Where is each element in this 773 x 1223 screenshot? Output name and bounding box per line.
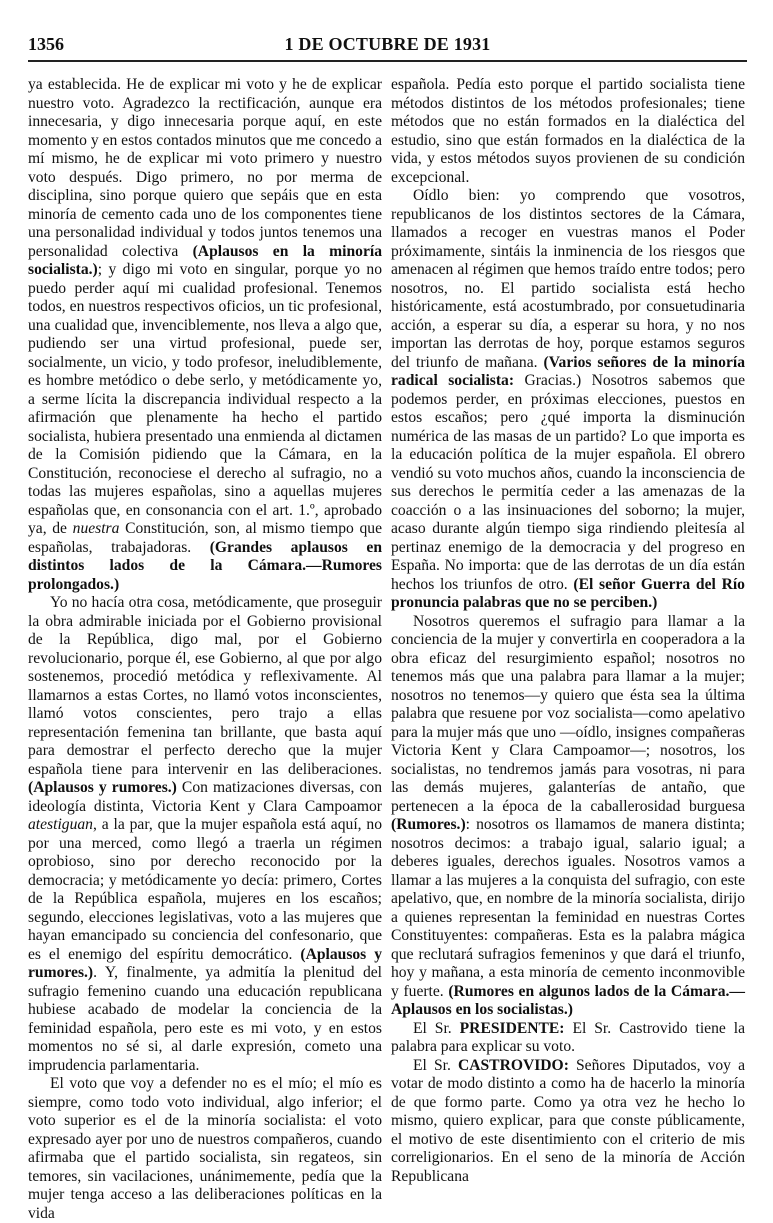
body-text: Oídlo bien: yo comprendo que vosotros, republicanos de los distintos sectores de la Cámara, llamados a recoger en vuestras manos el Poder próximamente, sintáis la inminencia de los riesgos que amenacen al régimen que hemos traído entre todos; pero nosotros, no. El partido socialista está hecho históricamente, está acostumbrado, por consuetudinaria acción, a esperar su día, a esperar su hora, y no nos importan las derrotas de hoy, porque estamos seguros del triunfo de mañana.: [391, 187, 745, 371]
paragraph: [391, 76, 745, 187]
bold-text: (Aplausos y rumores.): [28, 779, 177, 796]
body-text: Con matizaciones diversas, con ideología distinta, Victoria Kent y Clara Campoamor: [28, 779, 382, 815]
body-text: El Sr. Castrovido tiene la palabra para explicar su voto.: [391, 1019, 745, 1055]
bold-text: CASTROVIDO:: [457, 1056, 569, 1074]
body-text: Señores Diputados, voy a votar de modo distinto a como ha de hacerlo la minoría de que formo parte. Como ya otra vez he hecho lo mismo, quiero explicar, para que conste públicamente, el motivo de este disentimiento con el criterio de mis correligionarios. En el seno de la minoría de Acción Republicana: [391, 1056, 746, 1185]
paragraph: [391, 187, 745, 613]
body-text: El voto que voy a defender no es el mío; el mío es siempre, como todo voto individual, algo inferior; el voto superior es el de la minoría socialista: el voto expresado ayer por uno de nuestros compañeros, cuando afirmaba que el partido socialista, sin regateos, sin temores, sin vacilaciones, unánimemente, pedía que la mujer tenga acceso a las deliberaciones políticas en la vida: [28, 1075, 382, 1222]
page-header: [28, 22, 747, 62]
body-text: Nosotros queremos el sufragio para llamar a la conciencia de la mujer y convertirla en cooperadora a la obra eficaz del resurgimiento español; nosotros no tenemos más que una palabra para llamar a la mujer; nosotros no tenemos—y quiero que ésta sea la última palabra que resuene por voz socialista—como apelativo para la mujer más que uno —oídlo, insignes compañeras Victoria Kent y Clara Campoamor—; nosotros, los socialistas, no tendremos jamás para vosotras, ni para las demás mujeres, galanterías de antaño, que pertenecen a la época de la caballerosidad burguesa: [391, 612, 745, 815]
page-number: 1356: [28, 34, 64, 54]
body-text: . Y, finalmente, ya admitía la plenitud del sufragio femenino cuando una educación republicana hubiese acabado de modelar la conciencia de la feminidad española, pero este es mi voto, y en estos momentos no sé si, al darle expresión, cometo una imprudencia parlamentaria.: [28, 964, 382, 1074]
bold-text: (Grandes aplausos en distintos lados de la Cámara.—Rumores prolongados.): [28, 538, 382, 593]
italic-text: nuestra: [72, 520, 120, 537]
bold-text: (El señor Guerra del Río pronuncia palabras que no se perciben.): [391, 575, 745, 611]
body-text: Yo no hacía otra cosa, metódicamente, que proseguir la obra admirable iniciada por el Gobierno provisional de la República, digo mal, por el Gobierno revolucionario, porque él, ese Gobierno, al que por algo sostenemos, procedió metódica y reflexivamente. Al llamarnos a estas Cortes, no llamó votos inconscientes, llamó votos conscientes, pero trajo a ellas representación femenina tan brillante, que basta aquí para demostrar el perfecto derecho que la mujer española tiene para intervenir en las deliberaciones.: [28, 594, 382, 778]
bold-text: (Aplausos y rumores.): [28, 945, 382, 981]
left-column: [28, 76, 383, 1222]
bold-text: (Varios señores de la minoría radical socialista:: [391, 353, 745, 389]
body-text: ya establecida. He de explicar mi voto y he de explicar nuestro voto. Agradezco la rectificación, aunque era innecesaria, y digo innecesaria porque aquí, en este momento y en estos contados minutos que me concedo a mí mismo, he de explicar mi voto primero y nuestro voto después. Digo primero, no por merma de disciplina, sino porque quiero que sepáis que en esta minoría de cemento cada uno de los componentes tiene una personalidad individual y todos juntos tenemos una personalidad colectiva: [28, 76, 382, 260]
paragraph: [28, 594, 382, 1075]
bold-text: PRESIDENTE:: [459, 1019, 565, 1037]
body-text: El Sr.: [413, 1056, 458, 1074]
body-text: : nosotros os llamamos de manera distinta; nosotros decimos: a trabajo igual, salario igual; a deberes iguales, derechos iguales. Nosotros vamos a llamar a las mujeres a la conquista del sufragio, con este apelativo, que, en nombre de la minoría socialista, dirijo a quienes representan la feminidad en nuestras Cortes Constituyentes: compañeras. Esta es la palabra mágica que reclutará sufragios femeninos y que dará el triunfo, hoy y mañana, a esta minoría de cemento inconmovible y fuerte.: [391, 816, 745, 1000]
paragraph: [28, 76, 382, 594]
body-text: El Sr.: [413, 1019, 460, 1037]
paragraph: [391, 1020, 745, 1057]
bold-text: (Rumores.): [391, 816, 466, 833]
paragraph: [391, 613, 745, 1020]
right-column: [391, 76, 745, 1188]
paragraph: [28, 1075, 382, 1223]
body-text: Constitución, son, al mismo tiempo que españolas, trabajadoras.: [28, 520, 382, 556]
body-text: , a la par, que la mujer española está aquí, no por una merced, como llegó a traerla un régimen oprobioso, sino por derecho reconocido por la democracia; y metódicamente yo decía: primero, Cortes de la República española, mujeres en los escaños; segundo, elecciones legislativas, voto a las mujeres que hayan emancipado su conciencia del confesonario, que es el enemigo del espíritu democrático.: [28, 816, 382, 963]
header-rule: [28, 60, 747, 62]
body-text: Gracias.) Nosotros sabemos que podemos perder, en próximas elecciones, puestos en estos escaños; pero ¿qué importa la disminución numérica de las masas de un partido? Lo que importa es la educación política de la mujer española. El obrero vendió su voto muchos años, cuando la inconsciencia de sus derechos le permitía ceder a las amenazas de la coacción o a las insinuaciones del soborno; la mujer, acaso durante algún tiempo siga rindiendo pleitesía al pertinaz enemigo de la democracia y del progreso en España. No importa: que de las derrotas de un día están hechos los triunfos de otro.: [391, 372, 745, 593]
body-text: española. Pedía esto porque el partido socialista tiene métodos distintos de los métodos profesionales; tiene métodos que no están formados en la dialéctica del estudio, sino que están formados en la dialéctica de la vida, y estos métodos suyos provienen de su condición excepcional.: [391, 76, 745, 186]
header-date: 1 DE OCTUBRE DE 1931: [284, 34, 491, 54]
paragraph: [391, 1057, 745, 1187]
bold-text: (Rumores en algunos lados de la Cámara.—Aplausos en los socialistas.): [391, 982, 745, 1018]
italic-text: atestiguan: [28, 816, 93, 833]
bold-text: (Aplausos en la minoría socialista.): [28, 242, 383, 278]
body-text: ; y digo mi voto en singular, porque yo no puedo perder aquí mi cualidad profesional. Tenemos todos, en nuestros respectivos oficios, un tic profesional, una cualidad que, invenciblemente, nos lleva a algo que, pudiendo ser una virtud profesional, puede ser, socialmente, un vicio, y todo profesor, ineludiblemente, es hombre metódico o debe serlo, y metódicamente yo, a serme lícita la discrepancia individual respecto a la afirmación que plenamente ha hecho el partido socialista, hubiera presentado una enmienda al dictamen de la Comisión pidiendo que la Cámara, en la Constitución, reconociese el derecho al sufragio, no a todas las mujeres españolas, sino a aquellas mujeres españolas que, en consonancia con el art. 1.º, aprobado ya, de: [28, 261, 382, 537]
